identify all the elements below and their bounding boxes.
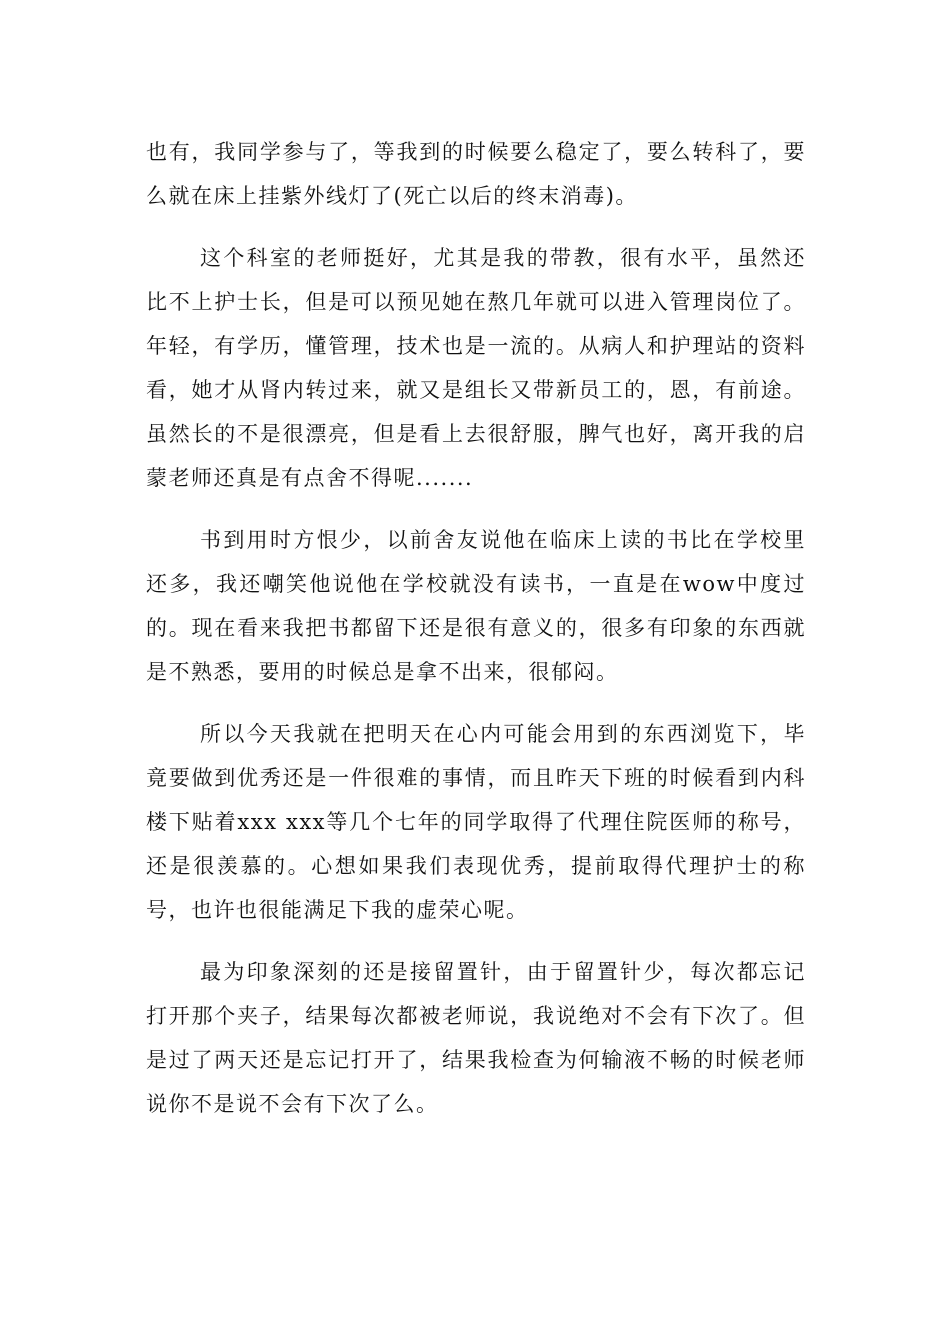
paragraph-2: 这个科室的老师挺好，尤其是我的带教，很有水平，虽然还比不上护士长，但是可以预见她在熬几年就可以进入管理岗位了。年轻，有学历，懂管理，技术也是一流的。从病人和护理站的资料看，她才从肾内转过来，就又是组长又带新员工的，恩，有前途。虽然长的不是很漂亮，但是看上去很舒服，脾气也好，离开我的启蒙老师还真是有点舍不得呢....... (146, 246, 806, 490)
document-body (146, 130, 806, 1144)
paragraph-3: 书到用时方恨少，以前舍友说他在临床上读的书比在学校里还多，我还嘲笑他说他在学校就没有读书，一直是在wow中度过的。现在看来我把书都留下还是很有意义的，很多有印象的东西就是不熟悉，要用的时候总是拿不出来，很郁闷。 (146, 528, 806, 684)
paragraph-4: 所以今天我就在把明天在心内可能会用到的东西浏览下，毕竟要做到优秀还是一件很难的事情，而且昨天下班的时候看到内科楼下贴着xxx xxx等几个七年的同学取得了代理住院医师的称号，还是很羡慕的。心想如果我们表现优秀，提前取得代理护士的称号，也许也很能满足下我的虚荣心呢。 (146, 722, 806, 922)
paragraph-5: 最为印象深刻的还是接留置针，由于留置针少，每次都忘记打开那个夹子，结果每次都被老师说，我说绝对不会有下次了。但是过了两天还是忘记打开了，结果我检查为何输液不畅的时候老师说你不是说不会有下次了么。 (146, 960, 806, 1116)
paragraph-1: 也有，我同学参与了，等我到的时候要么稳定了，要么转科了，要么就在床上挂紫外线灯了(死亡以后的终末消毒)。 (146, 140, 806, 208)
